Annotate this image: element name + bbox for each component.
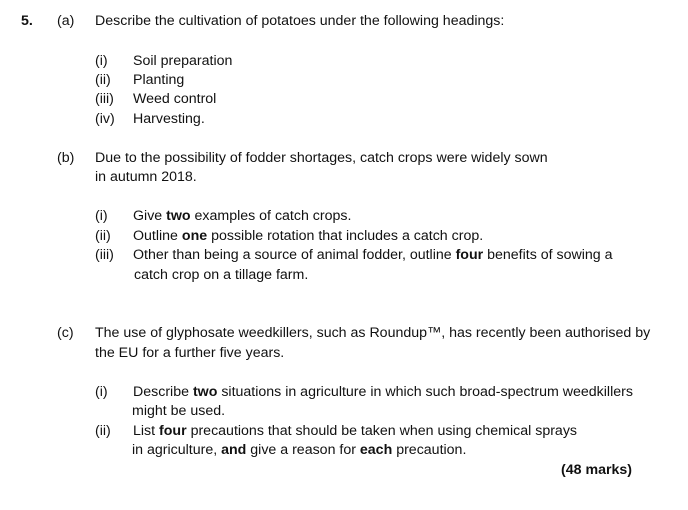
part-c-item-2-text: List four precautions that should be taken when using chemical sprays: [133, 423, 578, 439]
question-number: 5.: [21, 13, 33, 29]
part-a-item-4-num: (iv): [95, 111, 115, 127]
part-c-item-1-text: Describe two situations in agriculture in which such broad-spectrum weedkillers: [133, 384, 633, 400]
part-a-item-1-text: Soil preparation: [133, 53, 233, 69]
marks-total: (48 marks): [561, 462, 632, 478]
part-b-text-line1: Due to the possibility of fodder shortages, catch crops were widely sown: [95, 150, 548, 166]
part-b-label: (b): [57, 150, 75, 166]
part-c-text-line2: the EU for a further five years.: [95, 345, 285, 361]
part-b-item-1-text: Give two examples of catch crops.: [133, 208, 352, 224]
part-c-item-2-num: (ii): [95, 423, 111, 439]
part-b-text-line2: in autumn 2018.: [95, 169, 197, 185]
part-a-item-2-text: Planting: [133, 72, 185, 88]
part-c-item-2-text-line2: in agriculture, and give a reason for each precaution.: [132, 442, 467, 458]
part-b-item-3-text-line2: catch crop on a tillage farm.: [134, 267, 309, 283]
part-a-item-4-text: Harvesting.: [133, 111, 205, 127]
part-a-item-3-text: Weed control: [133, 91, 217, 107]
part-c-text-line1: The use of glyphosate weedkillers, such as Roundup™, has recently been authorised by: [95, 325, 651, 341]
part-b-item-3-num: (iii): [95, 247, 114, 263]
part-c-item-1-num: (i): [95, 384, 108, 400]
part-b-item-1-num: (i): [95, 208, 108, 224]
part-a-label: (a): [57, 13, 75, 29]
part-b-item-2-text: Outline one possible rotation that includes a catch crop.: [133, 228, 484, 244]
part-a-item-3-num: (iii): [95, 91, 114, 107]
part-a-text: Describe the cultivation of potatoes under the following headings:: [95, 13, 505, 29]
part-a-item-1-num: (i): [95, 53, 108, 69]
part-b-item-3-text: Other than being a source of animal fodder, outline four benefits of sowing a: [133, 247, 613, 263]
part-c-item-1-text-line2: might be used.: [132, 403, 226, 419]
part-c-label: (c): [57, 325, 74, 341]
part-b-item-2-num: (ii): [95, 228, 111, 244]
part-a-item-2-num: (ii): [95, 72, 111, 88]
